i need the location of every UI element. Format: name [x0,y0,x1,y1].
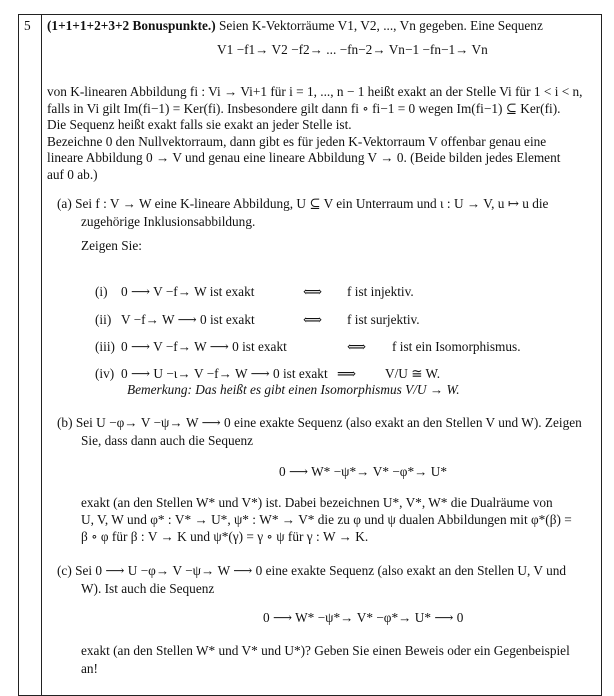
definition-line: Bezeichne 0 den Nullvektorraum, dann gibt es für jeden K-Vektorraum V offenbar genau eine [47,133,547,149]
part-c-intro-line: (c) Sei 0 ⟶ U −φ→ V −ψ→ W ⟶ 0 eine exakte Sequenz (also exakt an den Stellen U, V und [57,563,567,578]
definition-line: falls in Vi gilt Im(fi−1) = Ker(fi). Insbesondere gilt dann fi ∘ fi−1 = 0 wegen Im(fi−1) ⊆ Ker(fi). [47,100,561,116]
part-b-text-line: U, V, W und φ* : V* → U*, ψ* : W* → V* die zu φ und ψ dualen Abbildungen mit φ*(β) = [81,512,572,527]
part-a-instruction: Zeigen Sie: [81,238,142,253]
definition-line: von K-linearen Abbildung fi : Vi → Vi+1 für i = 1, ..., n − 1 heißt exakt an der Stelle Vi für 1 < i < n, [47,84,583,99]
header-line [47,18,543,35]
part-a-item-label: (i) [95,284,108,299]
part-a-item-arrow: ⟺ [303,284,323,299]
problem-number: 5 [24,18,31,33]
definition-line: auf 0 ab.) [47,166,98,182]
header-intro: Seien K-Vektorräume V1, V2, ..., Vn gegeben. Eine Sequenz [219,18,543,33]
part-a-item-arrow: ⟺ [347,339,367,354]
number-column [19,15,42,695]
part-a-item-statement: 0 ⟶ V −f→ W ⟶ 0 ist exakt [121,339,287,354]
part-a-item-statement: V −f→ W ⟶ 0 ist exakt [121,312,255,327]
part-c-text-line: an! [81,661,98,676]
part-a-item-conclusion: V/U ≅ W. [385,366,441,381]
main-sequence: V1 −f1→ V2 −f2→ ... −fn−2→ Vn−1 −fn−1→ Vn [217,42,488,57]
part-b-sequence: 0 ⟶ W* −ψ*→ V* −φ*→ U* [279,464,448,479]
part-a-item-statement: 0 ⟶ U −ι→ V −f→ W ⟶ 0 ist exakt [121,366,328,381]
part-a-item-conclusion: f ist ein Isomorphismus. [392,339,521,354]
part-a-item-arrow: ⟹ [337,366,357,381]
part-c-intro-line: W). Ist auch die Sequenz [81,581,215,596]
part-b-intro-line: Sie, dass dann auch die Sequenz [81,433,254,448]
part-b-intro-line: (b) Sei U −φ→ V −ψ→ W ⟶ 0 eine exakte Sequenz (also exakt an den Stellen V und W). Zeigen [57,415,582,430]
part-b-text-line: exakt (an den Stellen W* und V*) ist. Dabei bezeichnen U*, V*, W* die Dualräume von [81,495,553,510]
part-a-item-arrow: ⟺ [303,312,323,327]
points-label: (1+1+1+2+3+2 Bonuspunkte.) [47,18,216,33]
definition-line: Die Sequenz heißt exakt falls sie exakt an jeder Stelle ist. [47,117,352,132]
part-a-intro-line: zugehörige Inklusionsabbildung. [81,214,256,229]
part-a-item-label: (iii) [95,339,115,354]
part-a-item-statement: 0 ⟶ V −f→ W ist exakt [121,284,255,299]
part-c-sequence: 0 ⟶ W* −ψ*→ V* −φ*→ U* ⟶ 0 [263,610,464,625]
definition-line: lineare Abbildung 0 → V und genau eine lineare Abbildung V → 0. (Beide bilden jedes Element [47,150,561,165]
part-c-text-line: exakt (an den Stellen W* und V* und U*)? Geben Sie einen Beweis oder ein Gegenbeispiel [81,643,570,658]
exercise-frame [18,14,602,696]
part-b-text-line: β ∘ φ für β : V → K und ψ*(γ) = γ ∘ ψ für γ : W → K. [81,529,369,544]
part-a-item-conclusion: f ist injektiv. [347,284,414,299]
part-a-intro-line: (a) Sei f : V → W eine K-lineare Abbildung, U ⊆ V ein Unterraum und ι : U → V, u ↦ u die [57,196,549,211]
part-a-item-conclusion: f ist surjektiv. [347,312,420,327]
part-a-item-label: (ii) [95,312,112,327]
part-a-item-label: (iv) [95,366,115,381]
part-a-remark: Bemerkung: Das heißt es gibt einen Isomorphismus V/U → W. [127,382,460,397]
